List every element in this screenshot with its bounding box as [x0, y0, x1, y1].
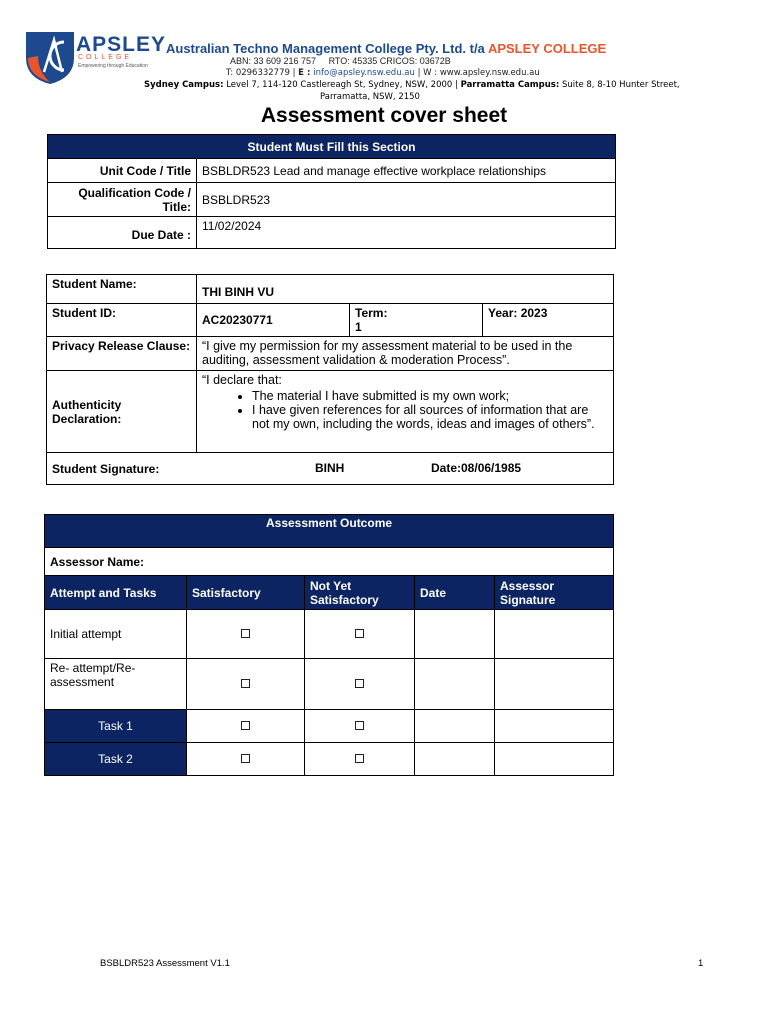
section-heading: Student Must Fill this Section	[48, 135, 616, 159]
unit-code-label: Unit Code / Title	[48, 159, 197, 183]
college-name: Australian Techno Management College Pty. Ltd. t/a	[166, 41, 485, 56]
table-row	[45, 710, 614, 743]
col-not-yet-satisfactory: Not Yet Satisfactory	[305, 576, 415, 610]
checkbox-icon[interactable]	[241, 629, 250, 638]
satisfactory-cell[interactable]	[187, 659, 305, 710]
checkbox-icon[interactable]	[241, 679, 250, 688]
term-cell[interactable]	[350, 304, 483, 337]
not-yet-satisfactory-cell[interactable]	[305, 610, 415, 659]
satisfactory-cell[interactable]	[187, 743, 305, 776]
satisfactory-cell[interactable]	[187, 610, 305, 659]
col-satisfactory: Satisfactory	[187, 576, 305, 610]
outcome-heading: Assessment Outcome	[45, 515, 614, 548]
page-title: Assessment cover sheet	[260, 104, 508, 127]
not-yet-satisfactory-cell[interactable]	[305, 659, 415, 710]
student-id-value[interactable]: AC20230771	[197, 304, 350, 337]
sydney-address: Level 7, 114-120 Castlereagh St, Sydney, NSW, 2000 |	[223, 80, 461, 90]
college-brand: APSLEY COLLEGE	[487, 41, 607, 56]
date-cell[interactable]	[415, 710, 495, 743]
table-row	[45, 743, 614, 776]
qualification-label: Qualification Code / Title:	[48, 183, 197, 217]
student-section-table	[47, 134, 616, 249]
satisfactory-cell[interactable]	[187, 710, 305, 743]
signature-row	[47, 453, 614, 485]
col-date: Date	[415, 576, 495, 610]
checkbox-icon[interactable]	[355, 721, 364, 730]
authenticity-intro: “I declare that:	[202, 373, 282, 387]
unit-code-value[interactable]: BSBLDR523 Lead and manage effective workplace relationships	[197, 159, 616, 183]
student-details-table	[46, 274, 614, 485]
footer-doc-version: BSBLDR523 Assessment V1.1	[100, 958, 230, 969]
qualification-value[interactable]: BSBLDR523	[197, 183, 616, 217]
email-label: E :	[298, 68, 314, 78]
authenticity-label: Authenticity Declaration:	[47, 371, 197, 453]
contact-line	[226, 68, 540, 78]
row-label: Task 1	[45, 710, 187, 743]
checkbox-icon[interactable]	[355, 754, 364, 763]
due-date-value[interactable]: 11/02/2024	[197, 217, 616, 249]
web-text[interactable]: | W : www.apsley.nsw.edu.au	[414, 68, 540, 78]
brand-sub: COLLEGE	[78, 54, 133, 61]
footer-page-number: 1	[698, 958, 704, 969]
email-link[interactable]: info@apsley.nsw.edu.au	[313, 68, 415, 78]
brand-name: APSLEY	[76, 33, 167, 56]
year-cell[interactable]: Year: 2023	[483, 304, 614, 337]
assessment-outcome-table	[44, 514, 614, 776]
abn-line: ABN: 33 609 216 757 RTO: 45335 CRICOS: 03672B	[230, 56, 451, 66]
row-label: Task 2	[45, 743, 187, 776]
authenticity-point: • The material I have submitted is my own work;	[252, 389, 608, 403]
assessor-signature-cell[interactable]	[495, 659, 614, 710]
checkbox-icon[interactable]	[355, 679, 364, 688]
checkbox-icon[interactable]	[241, 721, 250, 730]
privacy-text: “I give my permission for my assessment material to be used in the auditing, assessment validation & moderation Process”.	[197, 337, 614, 371]
college-name-line	[166, 41, 606, 56]
table-row	[45, 659, 614, 710]
authenticity-text	[197, 371, 614, 453]
row-label: Re- attempt/Re-assessment	[45, 659, 187, 710]
checkbox-icon[interactable]	[241, 754, 250, 763]
signature-label: Student Signature:	[52, 461, 160, 476]
assessor-signature-cell[interactable]	[495, 743, 614, 776]
not-yet-satisfactory-cell[interactable]	[305, 743, 415, 776]
privacy-label: Privacy Release Clause:	[47, 337, 197, 371]
assessor-name-field[interactable]: Assessor Name:	[45, 548, 614, 576]
term-label: Term:	[355, 306, 388, 320]
authenticity-point: • I have given references for all sources of information that are not my own, including the words, ideas and images of others”.	[252, 403, 608, 431]
college-logo	[24, 28, 76, 84]
col-assessor-signature: Assessor Signature	[495, 576, 614, 610]
date-cell[interactable]	[415, 743, 495, 776]
assessor-signature-cell[interactable]	[495, 710, 614, 743]
authenticity-list	[202, 389, 608, 431]
row-label: Initial attempt	[45, 610, 187, 659]
tel-text: T: 0296332779 |	[226, 68, 299, 78]
brand-tagline: Empowering through Education	[78, 63, 148, 69]
signature-value[interactable]: BINH	[315, 461, 345, 475]
assessor-signature-cell[interactable]	[495, 610, 614, 659]
date-cell[interactable]	[415, 610, 495, 659]
date-cell[interactable]	[415, 659, 495, 710]
checkbox-icon[interactable]	[355, 629, 364, 638]
term-value: 1	[355, 320, 362, 334]
student-id-label: Student ID:	[47, 304, 197, 337]
sydney-campus-label: Sydney Campus:	[144, 80, 224, 90]
student-name-label: Student Name:	[47, 275, 197, 304]
parramatta-address-line2: Parramatta, NSW, 2150	[320, 92, 420, 102]
signature-date[interactable]: Date:08/06/1985	[431, 461, 522, 475]
student-name-value[interactable]: THI BINH VU	[197, 275, 614, 304]
parramatta-campus-label: Parramatta Campus:	[460, 80, 560, 90]
due-date-label: Due Date :	[48, 217, 197, 249]
col-attempt-tasks: Attempt and Tasks	[45, 576, 187, 610]
parramatta-address: Suite 8, 8-10 Hunter Street,	[559, 80, 680, 90]
not-yet-satisfactory-cell[interactable]	[305, 710, 415, 743]
campus-line	[144, 80, 680, 90]
table-row	[45, 610, 614, 659]
